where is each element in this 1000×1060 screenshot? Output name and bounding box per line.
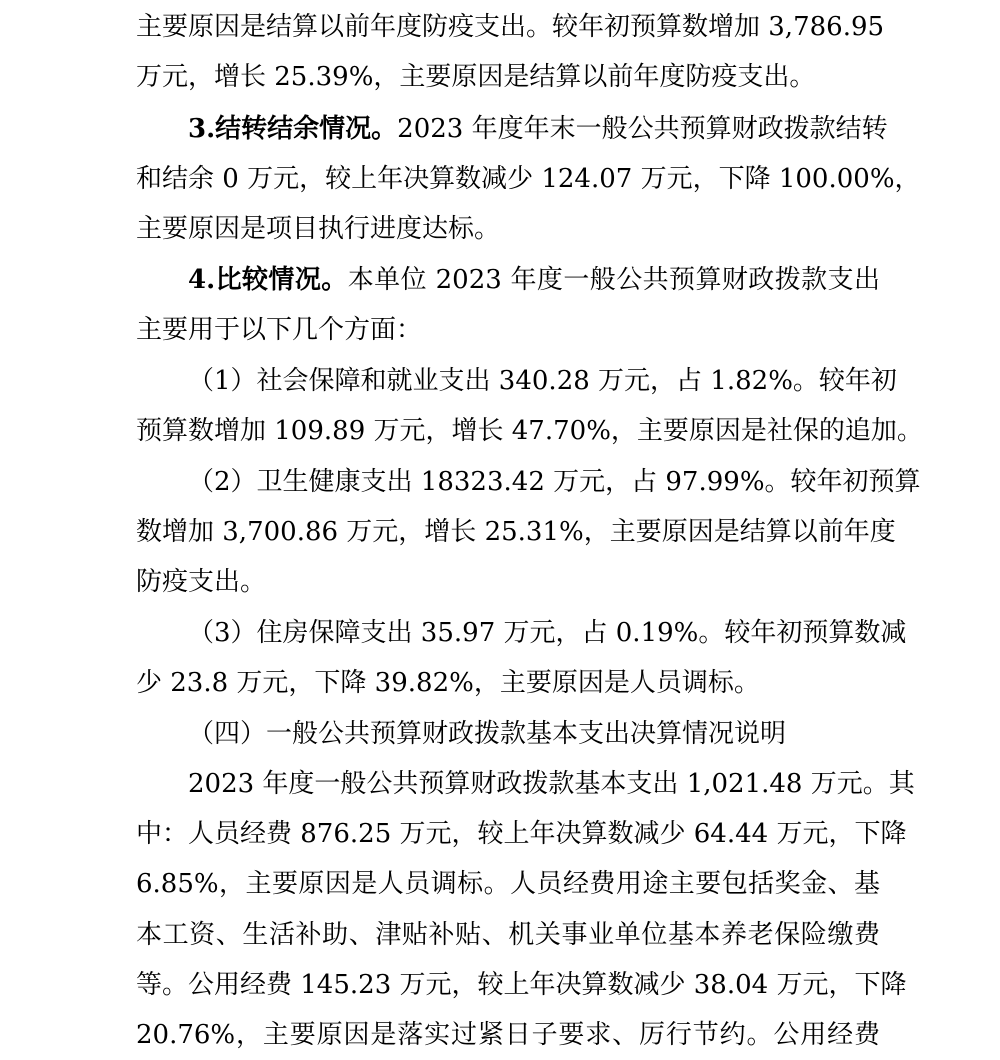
text-line: 中：人员经费 876.25 万元，较上年决算数减少 64.44 万元，下降 (136, 819, 907, 849)
text-line: 本工资、生活补助、津贴补贴、机关事业单位基本养老保险缴费 (136, 920, 880, 950)
text-line: 主要原因是项目执行进度达标。 (136, 214, 501, 244)
section-heading-comparison: 4.比较情况。本单位 2023 年度一般公共预算财政拨款支出 (188, 265, 880, 295)
text-line: 和结余 0 万元，较上年决算数减少 124.07 万元，下降 100.00%， (136, 164, 921, 194)
section-heading-basic-expenditure: （四）一般公共预算财政拨款基本支出决算情况说明 (188, 719, 787, 749)
text-line: 主要用于以下几个方面： (136, 315, 423, 345)
text-line: 万元，增长 25.39%，主要原因是结算以前年度防疫支出。 (136, 62, 816, 92)
text-line: 数增加 3,700.86 万元，增长 25.31%，主要原因是结算以前年度 (136, 517, 896, 547)
text-line: 防疫支出。 (136, 567, 267, 597)
list-item: （1）社会保障和就业支出 340.28 万元，占 1.82%。较年初 (188, 366, 897, 396)
text-line: 主要原因是结算以前年度防疫支出。较年初预算数增加 3,786.95 (136, 12, 885, 42)
text-line: 预算数增加 109.89 万元，增长 47.70%，主要原因是社保的追加。 (136, 416, 923, 446)
text-line: 20.76%，主要原因是落实过紧日子要求、厉行节约。公用经费 (136, 1020, 880, 1050)
text-line: 6.85%，主要原因是人员调标。人员经费用途主要包括奖金、基 (136, 869, 880, 899)
list-item: （2）卫生健康支出 18323.42 万元，占 97.99%。较年初预算 (188, 467, 921, 497)
list-item: （3）住房保障支出 35.97 万元，占 0.19%。较年初预算数减 (188, 618, 907, 648)
text-line: 少 23.8 万元，下降 39.82%，主要原因是人员调标。 (136, 668, 760, 698)
paragraph-start: 2023 年度一般公共预算财政拨款基本支出 1,021.48 万元。其 (188, 769, 915, 799)
section-heading-carryover: 3.结转结余情况。2023 年度年末一般公共预算财政拨款结转 (188, 114, 888, 144)
text-line: 等。公用经费 145.23 万元，较上年决算数减少 38.04 万元，下降 (136, 970, 907, 1000)
